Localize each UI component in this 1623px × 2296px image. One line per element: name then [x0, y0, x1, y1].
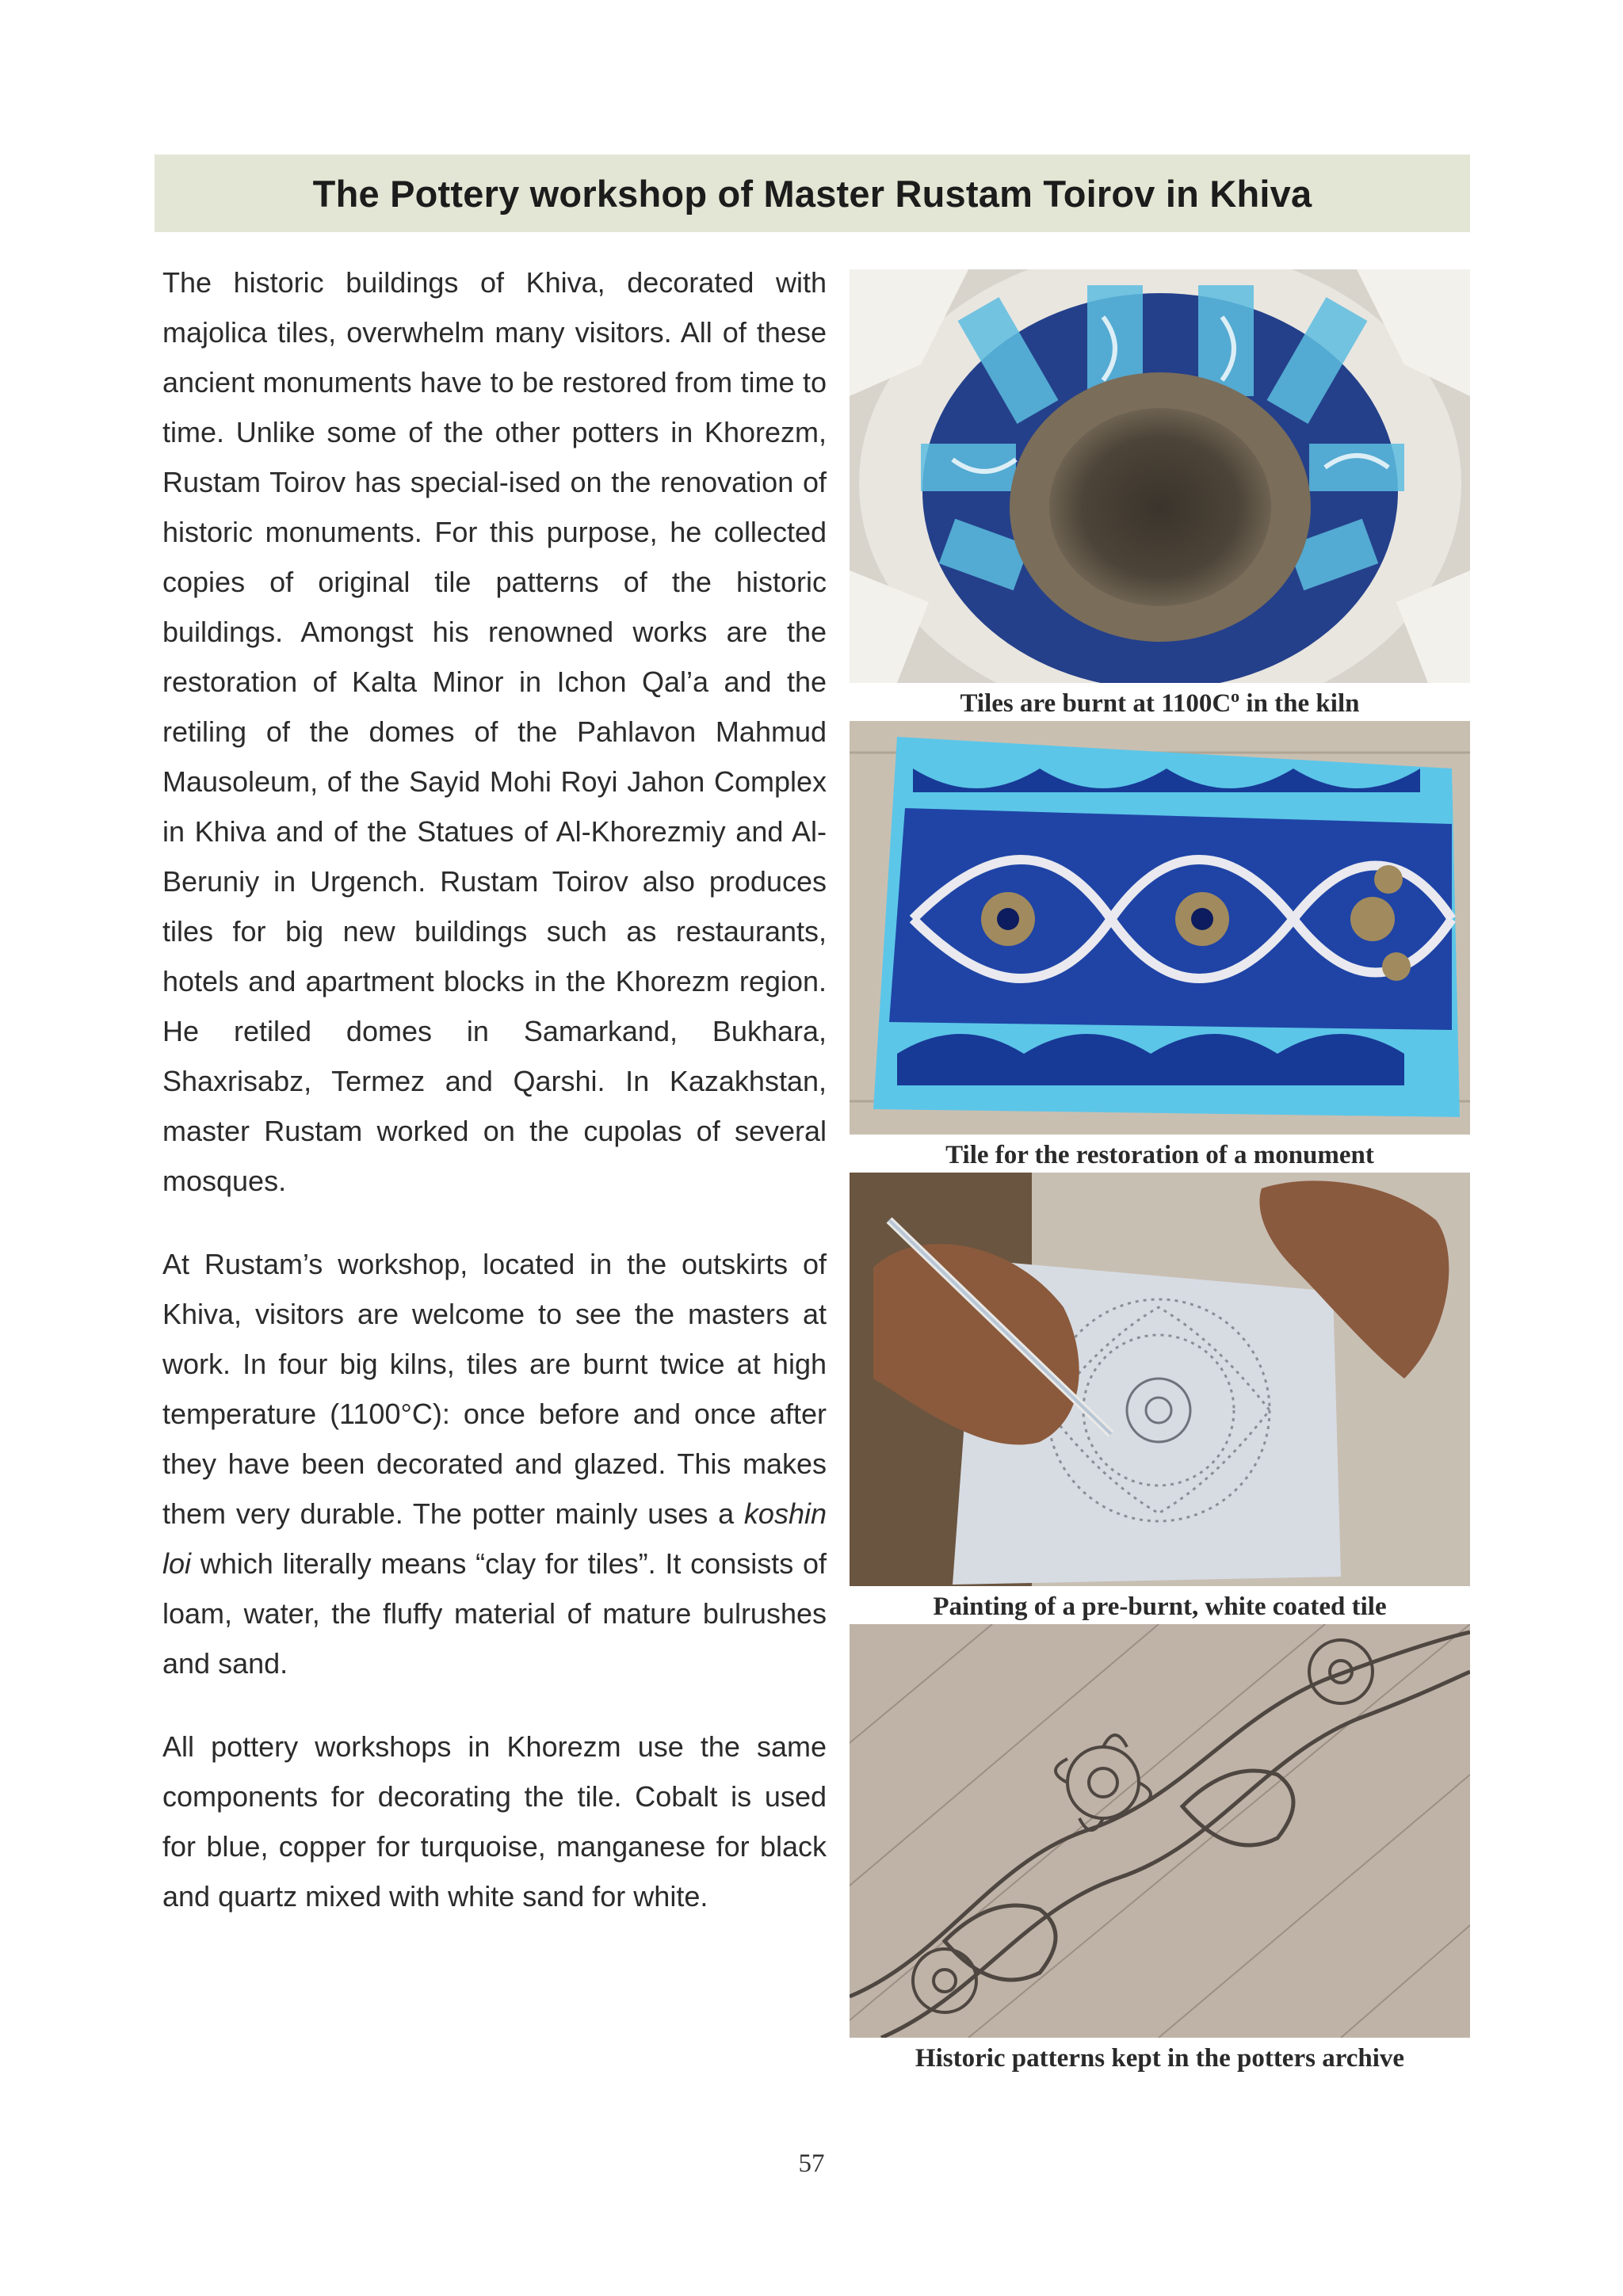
title-banner [155, 154, 1470, 232]
caption-restoration-tile: Tile for the restoration of a monument [945, 1141, 1374, 1169]
caption-tile-painting: Painting of a pre-burnt, white coated tile [933, 1592, 1387, 1621]
paragraph-3: All pottery workshops in Khorezm use the same components for decorating the tile. Cobalt is used for blue, copper for turquoise, manganese for black and quartz mixed with white sand for white. [162, 1730, 827, 1913]
caption-kiln [850, 685, 1470, 723]
tile-painting-photo [850, 1173, 1470, 1586]
caption-kiln-main: Tiles are burnt at 1100C [960, 689, 1232, 718]
caption-kiln-degree: o [1231, 686, 1240, 706]
koshin-loi-term: koshin loi [162, 1497, 827, 1580]
paragraph-2 [162, 1239, 827, 1688]
restoration-tile-photo [850, 721, 1470, 1135]
paragraph-2-part-2: which literally means “clay for tiles”. It consists of loam, water, the fluffy material of mature bulrushes and sand. [162, 1547, 827, 1680]
caption-kiln-tail: in the kiln [1239, 689, 1360, 718]
paragraph-1: The historic buildings of Khiva, decorated with majolica tiles, overwhelm many visitors. All of these ancient monuments have to be restored from time to time. Unlike some of the other potters in Khorezm, Rustam Toirov has special-ised on the renovation of historic monuments. For this purpose, he collected copies of original tile patterns of the historic buildings. Amongst his renowned works are the restoration of Kalta Minor in Ichon Qal’a and the retiling of the domes of the Pahlavon Mahmud Mausoleum, of the Sayid Mohi Royi Jahon Complex in Khiva and of the Statues of Al-Khorezmiy and Al-Beruniy in Urgench. Rustam Toirov also produces tiles for big new buildings such as restaurants, hotels and apartment blocks in the Khorezm region. He retiled domes in Samarkand, Bukhara, Shaxrisabz, Termez and Qarshi. In Kazakhstan, master Rustam worked on the cupolas of several mosques. [162, 266, 827, 1197]
kiln-photo [850, 269, 1470, 683]
page-title: The Pottery workshop of Master Rustam Toirov in Khiva [312, 172, 1312, 215]
page-number: 57 [798, 2149, 825, 2178]
caption-historic-patterns: Historic patterns kept in the potters archive [915, 2044, 1405, 2073]
paragraph-2-part-1: At Rustam’s workshop, located in the outskirts of Khiva, visitors are welcome to see the masters at work. In four big kilns, tiles are burnt twice at high temperature (1100°C): once before and once after they have been decorated and glazed. This makes them very durable. The potter mainly uses a [162, 1248, 827, 1530]
body-text-column [162, 257, 827, 1955]
historic-patterns-photo [850, 1624, 1470, 2038]
